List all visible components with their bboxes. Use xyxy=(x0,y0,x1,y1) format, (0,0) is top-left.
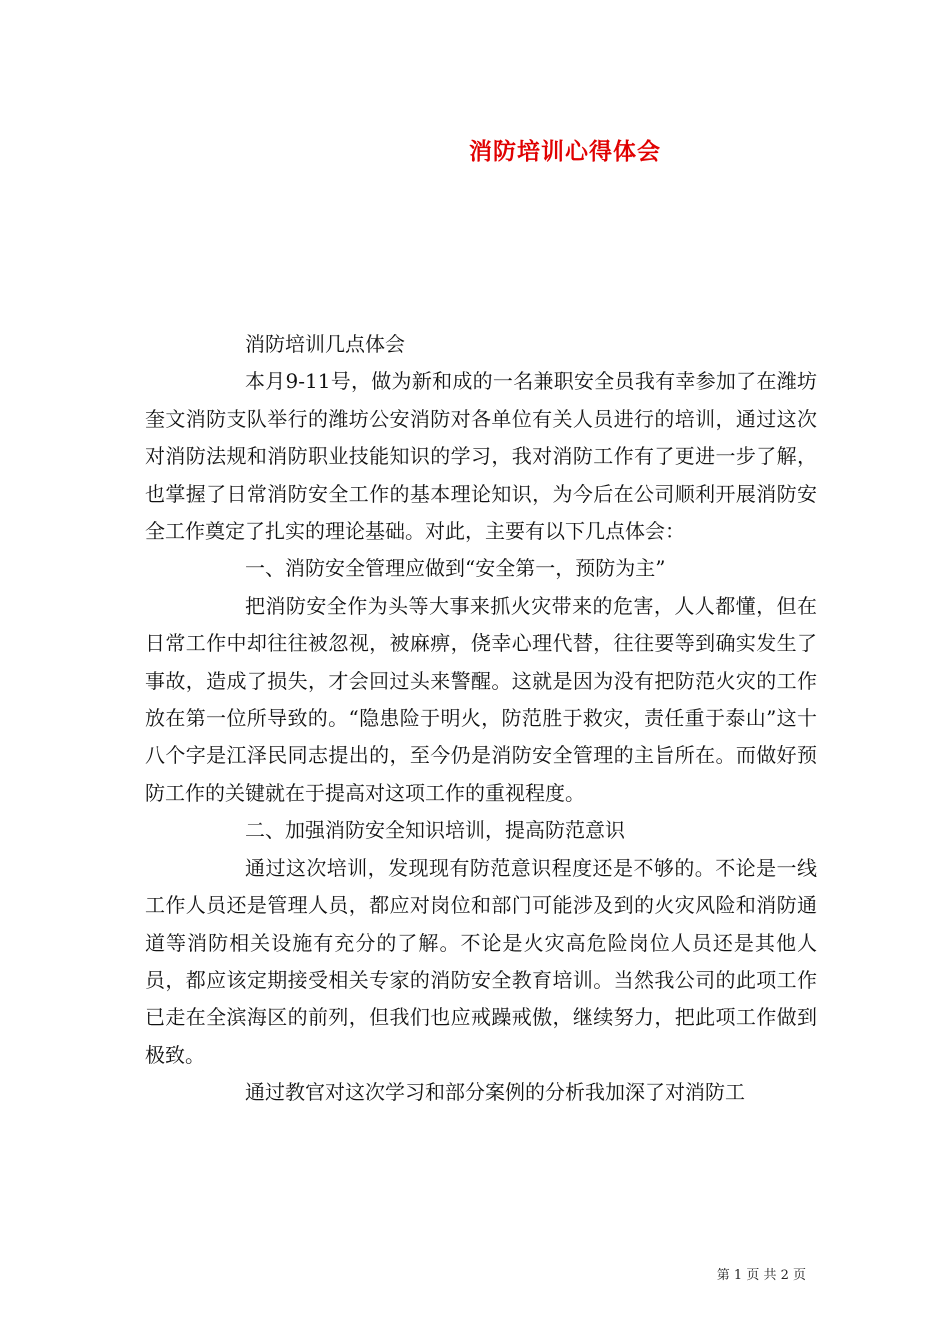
section-heading-1: 一、消防安全管理应做到“安全第一，预防为主” xyxy=(245,556,666,581)
page-number-footer: 第 1 页 共 2 页 xyxy=(716,1268,806,1283)
paragraph-intro: 本月9-11号，做为新和成的一名兼职安全员我有幸参加了在潍坊奎文消防支队举行的潍坊公安消防对各单位有关人员进行的培训，通过这次对消防法规和消防职业技能知识的学习，我对消防工作有了更进一步了解，也掌握了日常消防安全工作的基本理论知识，为今后在公司顺利开展消防安全工作奠定了扎实的理论基础。对此，主要有以下几点体会： xyxy=(145,369,817,544)
paragraph-section-1: 把消防安全作为头等大事来抓火灾带来的危害，人人都懂，但在日常工作中却往往被忽视，被麻痹，侥幸心理代替，往往要等到确实发生了事故，造成了损失，才会回过头来警醒。这就是因为没有把防范火灾的工作放在第一位所导致的。“隐患险于明火，防范胜于救灾，责任重于泰山”这十八个字是江泽民同志提出的，至今仍是消防安全管理的主旨所在。而做好预防工作的关键就在于提高对这项工作的重视程度。 xyxy=(145,593,817,805)
paragraph-continued: 通过教官对这次学习和部分案例的分析我加深了对消防工 xyxy=(245,1080,745,1105)
document-title: 消防培训心得体会 xyxy=(469,138,661,165)
paragraph-section-2: 通过这次培训，发现现有防范意识程度还是不够的。不论是一线工作人员还是管理人员，都应对岗位和部门可能涉及到的火灾风险和消防通道等消防相关设施有充分的了解。不论是火灾高危险岗位人员还是其他人员，都应该定期接受相关专家的消防安全教育培训。当然我公司的此项工作已走在全滨海区的前列，但我们也应戒躁戒傲，继续努力，把此项工作做到极致。 xyxy=(145,855,817,1067)
subtitle: 消防培训几点体会 xyxy=(245,332,405,356)
document-body xyxy=(145,326,817,1112)
section-heading-2: 二、加强消防安全知识培训，提高防范意识 xyxy=(245,818,625,843)
